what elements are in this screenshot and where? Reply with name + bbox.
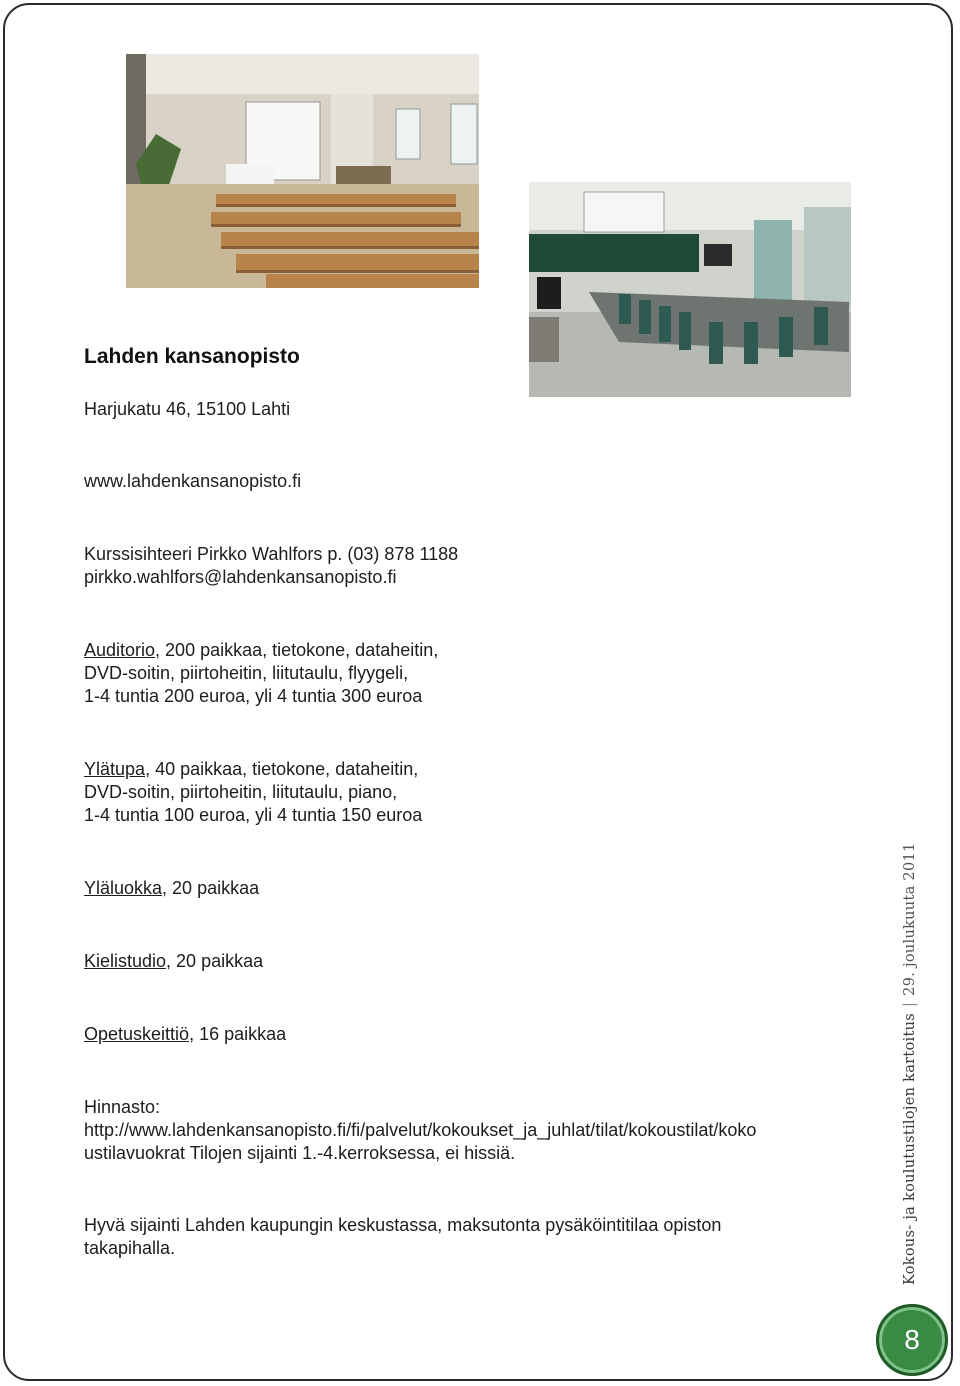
contact-line: Kurssisihteeri Pirkko Wahlfors p. (03) 878 1188 [84,544,459,564]
room-kielistudio [84,950,884,973]
room-auditorio [84,639,884,662]
room-details: , 20 paikkaa [162,878,260,898]
venue-details [84,342,884,1260]
room-opetuskeittio [84,1023,884,1046]
room-name-link[interactable]: Opetuskeittiö [84,1024,190,1044]
page-number: 8 [904,1324,920,1355]
document-title: Kokous- ja koulutustilojen kartoitus [902,1013,918,1285]
room-auditorio-line3: 1-4 tuntia 200 euroa, yli 4 tuntia 300 euroa [84,686,423,706]
contact-email: pirkko.wahlfors@lahdenkansanopisto.fi [84,567,397,587]
room-ylatupa-line3: 1-4 tuntia 100 euroa, yli 4 tuntia 150 euroa [84,805,423,825]
document-date: 29. joulukuuta 2011 [902,842,918,996]
footer-side-text [902,842,918,1285]
room-ylatupa [84,758,884,781]
room-auditorio-line2: DVD-soitin, piirtoheitin, liitutaulu, flyygeli, [84,663,409,683]
location-note-cont: takapihalla. [84,1238,176,1258]
room-name-link[interactable]: Ylätupa [84,759,146,779]
room-details: , 200 paikkaa, tietokone, dataheitin, [155,640,439,660]
room-ylatupa-line2: DVD-soitin, piirtoheitin, liitutaulu, piano, [84,782,398,802]
room-name-link[interactable]: Auditorio [84,640,156,660]
page-number-badge [876,1304,948,1376]
room-name-link[interactable]: Kielistudio [84,951,167,971]
auditorium-photo [126,54,479,288]
location-note: Hyvä sijainti Lahden kaupungin keskustassa, maksutonta pysäköintitilaa opiston [84,1215,722,1235]
venue-address: Harjukatu 46, 15100 Lahti [84,399,291,419]
venue-website: www.lahdenkansanopisto.fi [84,471,302,491]
room-ylaluokka [84,877,884,900]
room-details: , 16 paikkaa [189,1024,287,1044]
venue-title: Lahden kansanopisto [84,345,300,368]
room-details: , 20 paikkaa [166,951,264,971]
pricing-url-cont: ustilavuokrat Tilojen sijainti 1.-4.kerroksessa, ei hissiä. [84,1143,516,1163]
room-details: , 40 paikkaa, tietokone, dataheitin, [145,759,419,779]
room-name-link[interactable]: Yläluokka [84,878,163,898]
pricing-url[interactable]: http://www.lahdenkansanopisto.fi/fi/palvelut/kokoukset_ja_juhlat/tilat/kokoustilat/koko [84,1120,757,1140]
pricing-label: Hinnasto: [84,1097,161,1117]
footer-separator: | [902,1001,918,1008]
